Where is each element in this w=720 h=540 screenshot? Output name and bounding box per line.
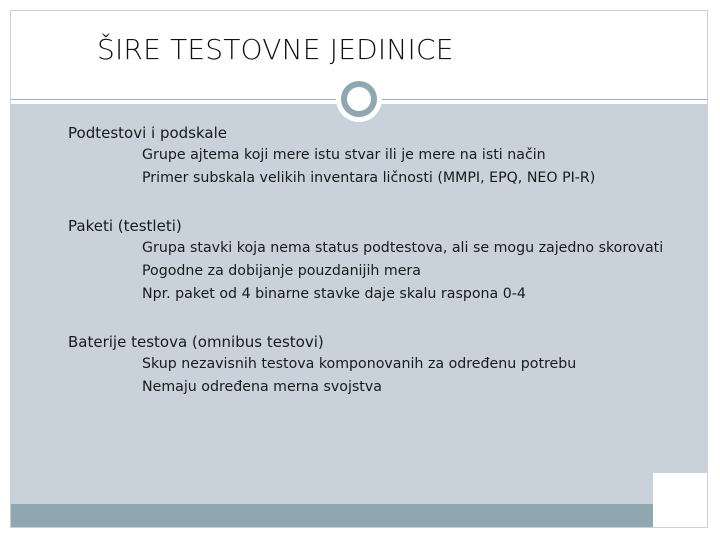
section-heading: Paketi (testleti) (68, 217, 182, 235)
slide-title: ŠIRE TESTOVNE JEDINICE (97, 33, 454, 66)
circle-ornament-inner (341, 81, 377, 117)
bullet-item: Npr. paket od 4 binarne stavke daje skalu raspona 0-4 (142, 286, 526, 302)
section-heading: Podtestovi i podskale (68, 124, 227, 142)
bullet-item: Nemaju određena merna svojstva (142, 379, 382, 395)
bullet-item: Grupe ajtema koji mere istu stvar ili je mere na isti način (142, 147, 546, 163)
bullet-item: Skup nezavisnih testova komponovanih za određenu potrebu (142, 356, 577, 372)
corner-box (653, 473, 707, 527)
circle-ornament-icon (336, 76, 382, 122)
bullet-item: Primer subskala velikih inventara ličnosti (MMPI, EPQ, NEO PI-R) (142, 170, 596, 186)
bullet-item: Grupa stavki koja nema status podtestova, ali se mogu zajedno skorovati (142, 240, 664, 256)
bullet-item: Pogodne za dobijanje pouzdanijih mera (142, 263, 421, 279)
section-baterije (68, 331, 576, 399)
section-podtestovi (68, 122, 595, 190)
footer-bar (11, 504, 707, 527)
section-paketi (68, 215, 663, 306)
section-heading: Baterije testova (omnibus testovi) (68, 333, 324, 351)
